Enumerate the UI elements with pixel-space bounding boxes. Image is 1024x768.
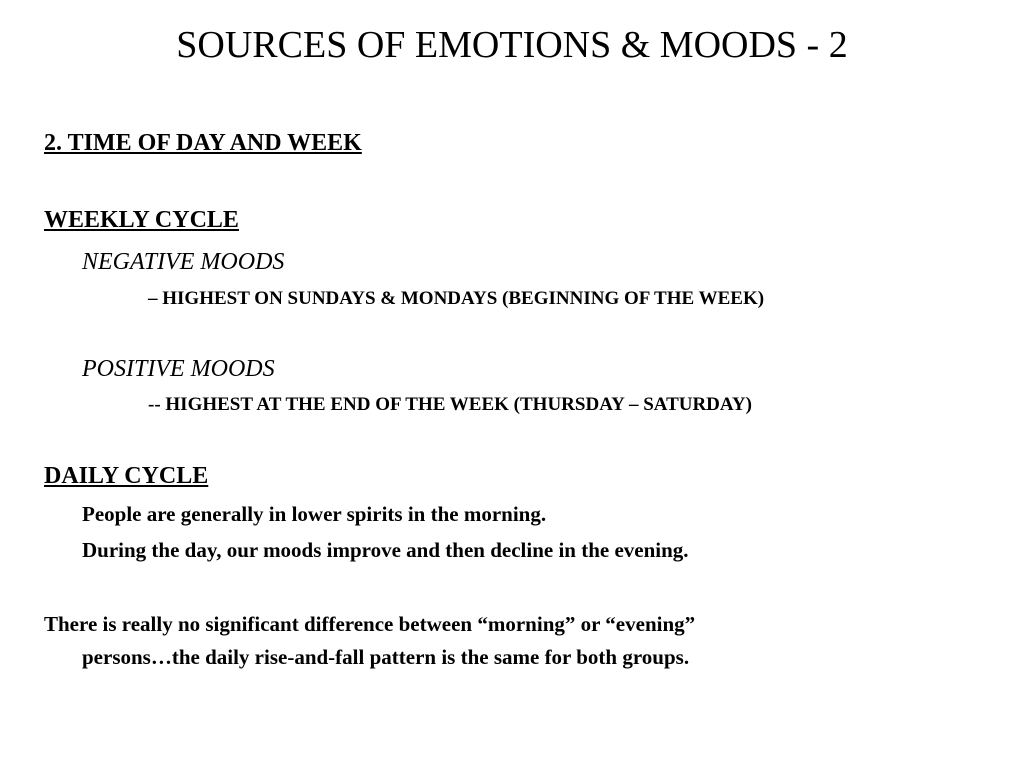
slide-title: SOURCES OF EMOTIONS & MOODS - 2 — [176, 24, 848, 66]
negative-moods-detail: – HIGHEST ON SUNDAYS & MONDAYS (BEGINNING OF THE WEEK) — [148, 288, 765, 309]
summary-note-line: There is really no significant difference between “morning” or “evening” — [44, 612, 696, 636]
daily-cycle-point: People are generally in lower spirits in the morning. — [82, 502, 547, 526]
section-heading: 2. TIME OF DAY AND WEEK — [44, 130, 362, 156]
negative-moods-label: NEGATIVE MOODS — [82, 249, 285, 275]
daily-cycle-point: During the day, our moods improve and then decline in the evening. — [82, 538, 689, 562]
weekly-cycle-heading: WEEKLY CYCLE — [44, 207, 239, 233]
positive-moods-label: POSITIVE MOODS — [82, 356, 275, 382]
daily-cycle-heading: DAILY CYCLE — [44, 463, 209, 489]
positive-moods-detail: -- HIGHEST AT THE END OF THE WEEK (THURSDAY – SATURDAY) — [148, 394, 752, 415]
summary-note-line: persons…the daily rise-and-fall pattern is the same for both groups. — [82, 645, 690, 669]
